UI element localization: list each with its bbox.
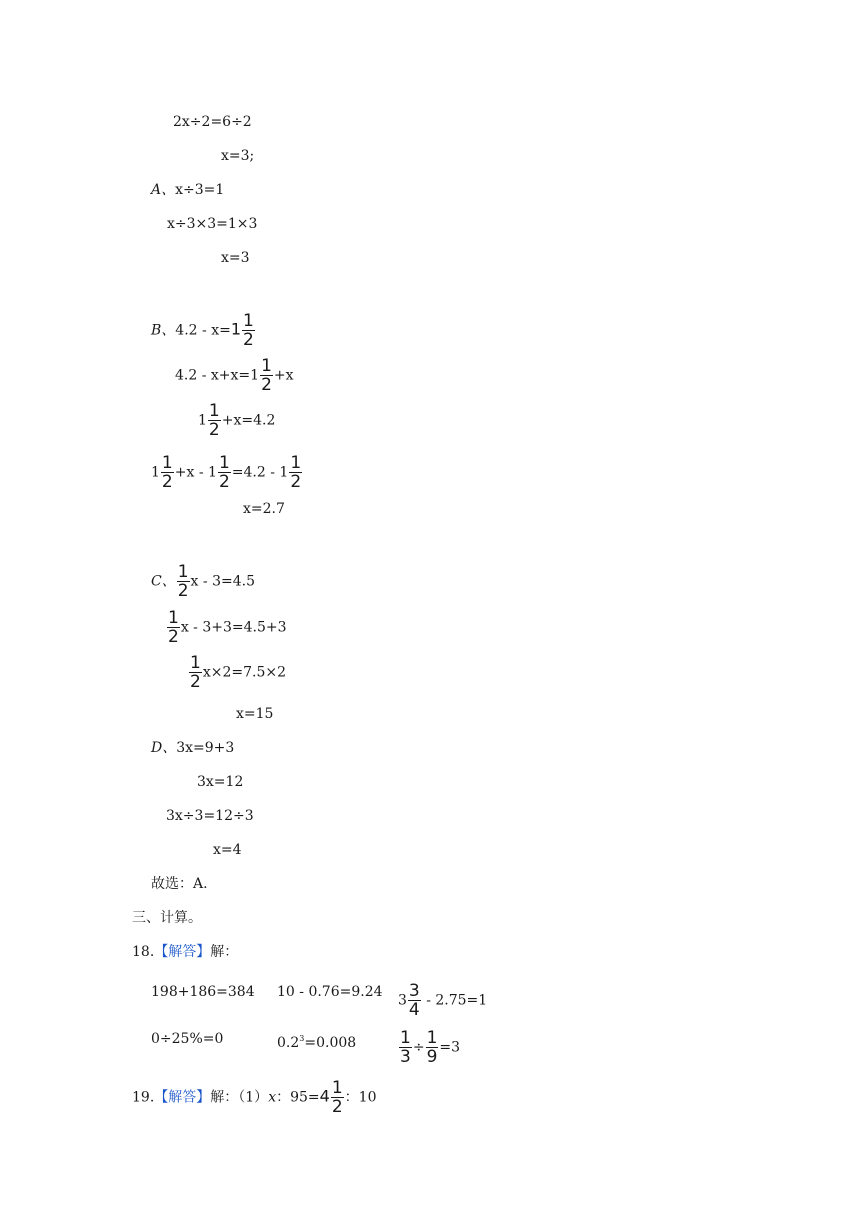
denominator: 2 [161, 472, 173, 492]
equation: 4.2 - x= [175, 322, 231, 339]
mixed-whole: 1 [198, 412, 207, 429]
solution-label: 解： [210, 944, 239, 960]
fraction [331, 1080, 344, 1115]
fraction [161, 455, 174, 490]
question-18-header [132, 943, 238, 961]
exponent: 3 [299, 1034, 305, 1043]
q18-r2c2 [277, 1030, 356, 1052]
equation: =3 [439, 1039, 461, 1056]
equation: ：95= [276, 1089, 320, 1106]
equation: 3x=9+3 [176, 740, 235, 756]
mixed-whole: 3 [398, 992, 407, 1009]
option-b-line-5: x=2.7 [243, 501, 285, 517]
equation: x÷3=1 [175, 182, 225, 198]
equation: +x=4.2 [221, 412, 276, 429]
option-c-line-2 [166, 610, 287, 645]
mixed-whole: 1 [208, 464, 217, 481]
option-d-line-3: 3x÷3=12÷3 [166, 808, 254, 824]
equation: 4.2 - x+x= [175, 367, 251, 384]
option-d-line-4: x=4 [213, 842, 242, 858]
option-a-line-3: x=3 [221, 250, 250, 266]
denominator: 2 [331, 1097, 343, 1117]
option-b-line-1 [151, 313, 256, 348]
option-d-line-1 [151, 739, 234, 757]
option-c-line-3 [188, 655, 286, 690]
denominator: 2 [218, 472, 230, 492]
denominator: 2 [243, 330, 254, 350]
option-b-line-2 [175, 358, 294, 393]
denominator: 2 [177, 581, 189, 601]
equation: =4.2 - [231, 464, 280, 481]
equation: ：10 [344, 1089, 377, 1106]
question-number: 18. [132, 944, 155, 960]
mixed-whole: 1 [151, 464, 160, 481]
conclusion: 故选：A. [151, 876, 208, 892]
numerator: 3 [408, 981, 420, 1001]
numerator: 1 [168, 608, 179, 628]
option-label: C、 [151, 573, 176, 590]
denominator: 9 [426, 1047, 438, 1067]
option-c-line-1 [151, 564, 255, 599]
option-label: D、 [151, 740, 177, 756]
denominator: 2 [168, 627, 179, 647]
numerator: 1 [331, 1078, 343, 1098]
fraction [177, 564, 190, 599]
fraction [260, 358, 273, 393]
denominator: 4 [408, 1000, 420, 1020]
q18-r1c3 [398, 983, 487, 1018]
operator: ÷ [412, 1039, 425, 1056]
mixed-whole: 1 [279, 464, 289, 481]
numerator: 1 [261, 356, 272, 376]
q18-r1c2: 10 - 0.76=9.24 [277, 984, 383, 1000]
numerator: 1 [400, 1028, 411, 1048]
option-a-line-1 [151, 181, 224, 199]
variable: x [268, 1089, 277, 1106]
base: 0.2 [277, 1035, 300, 1051]
numerator: 1 [218, 453, 230, 473]
mixed-whole: 1 [250, 367, 260, 384]
solution-label: 解：（1） [210, 1089, 269, 1106]
numerator: 1 [426, 1028, 438, 1048]
question-19-header [132, 1080, 376, 1115]
q18-r2c3 [398, 1030, 460, 1065]
fraction [408, 983, 421, 1018]
fraction [208, 403, 221, 438]
numerator: 1 [190, 653, 201, 673]
option-b-line-3 [198, 403, 275, 438]
fraction [189, 655, 202, 690]
fraction [426, 1030, 439, 1065]
option-a-line-2: x÷3×3=1×3 [167, 216, 258, 232]
denominator: 2 [190, 672, 201, 692]
answer-tag: 【解答】 [154, 944, 211, 960]
q18-r1c1: 198+186=384 [151, 984, 255, 1000]
numerator: 1 [177, 562, 189, 582]
equation: +x - [174, 464, 209, 481]
fraction [242, 313, 255, 348]
numerator: 1 [208, 401, 220, 421]
mixed-whole: 1 [230, 319, 242, 339]
option-c-line-4: x=15 [236, 706, 274, 722]
denominator: 2 [208, 420, 220, 440]
q18-r2c1: 0÷25%=0 [151, 1031, 224, 1047]
eq-line: 2x÷2=6÷2 [173, 114, 252, 130]
numerator: 1 [243, 311, 254, 331]
eq-line: x=3; [221, 148, 255, 164]
denominator: 3 [400, 1047, 411, 1067]
fraction [218, 455, 231, 490]
fraction [399, 1030, 412, 1065]
equation: =0.008 [304, 1035, 357, 1051]
option-d-line-2: 3x=12 [197, 774, 244, 790]
answer-tag: 【解答】 [154, 1089, 211, 1106]
option-label: A、 [151, 182, 176, 198]
option-label: B、 [151, 322, 176, 339]
equation: - 2.75=1 [421, 992, 488, 1009]
section-title: 三、计算。 [132, 910, 202, 926]
equation: x×2=7.5×2 [202, 664, 286, 681]
numerator: 1 [161, 453, 173, 473]
denominator: 2 [290, 472, 302, 492]
mixed-whole: 4 [319, 1086, 330, 1106]
denominator: 2 [261, 375, 272, 395]
equation: +x [273, 367, 294, 384]
equation: x - 3+3=4.5+3 [180, 619, 287, 636]
numerator: 1 [290, 453, 302, 473]
option-b-line-4 [151, 455, 303, 490]
fraction [167, 610, 180, 645]
equation: x - 3=4.5 [190, 573, 255, 590]
question-number: 19. [132, 1089, 155, 1106]
fraction [289, 455, 302, 490]
